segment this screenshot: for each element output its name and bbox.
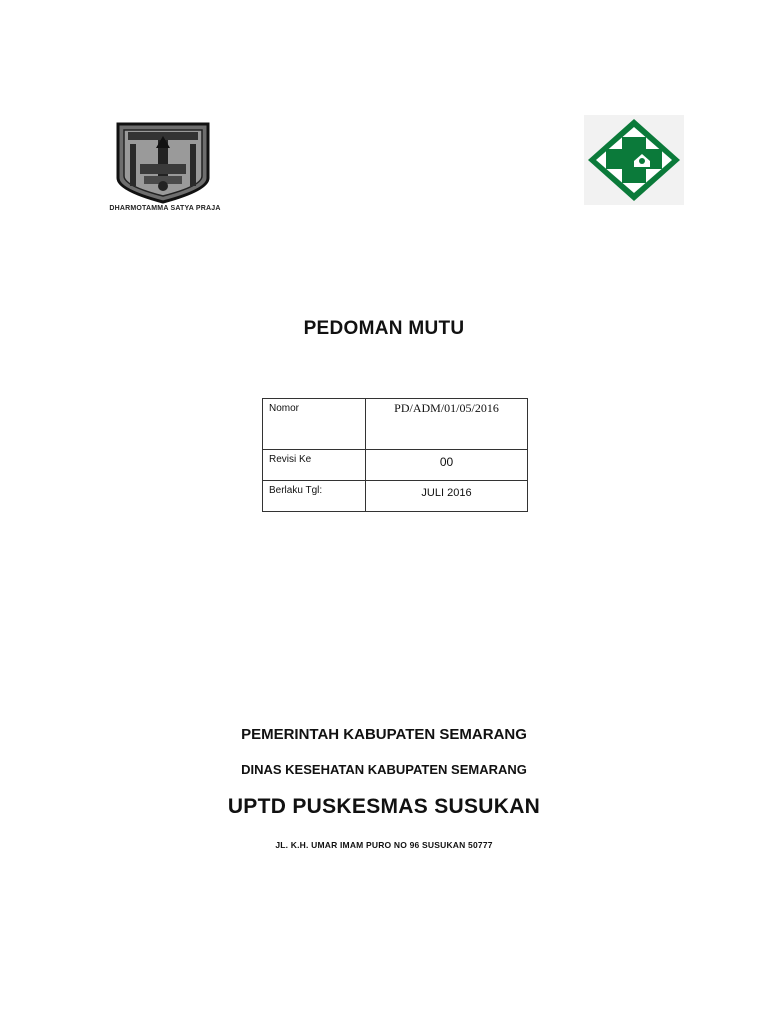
department-name: DINAS KESEHATAN KABUPATEN SEMARANG (241, 762, 527, 777)
emblem-motto: DHARMOTAMMA SATYA PRAJA (109, 205, 221, 212)
revisi-label: Revisi Ke (263, 450, 366, 481)
document-title: PEDOMAN MUTU (303, 318, 465, 339)
puskesmas-logo-shape (584, 115, 684, 205)
berlaku-value: JULI 2016 (421, 487, 472, 499)
organization-address: JL. K.H. UMAR IMAM PURO NO 96 SUSUKAN 50777 (275, 840, 493, 850)
nomor-label: Nomor (263, 399, 366, 450)
table-row-nomor (263, 399, 528, 450)
government-name: PEMERINTAH KABUPATEN SEMARANG (241, 726, 527, 743)
nomor-value: PD/ADM/01/05/2016 (394, 401, 499, 415)
berlaku-label: Berlaku Tgl: (263, 481, 366, 512)
table-row-revisi (263, 450, 528, 481)
regency-emblem-icon (100, 120, 230, 220)
puskesmas-cross-icon (584, 115, 684, 205)
regency-emblem-shape (100, 120, 230, 205)
table-row-berlaku (263, 481, 528, 512)
document-info-table (262, 398, 528, 512)
organization-name: UPTD PUSKESMAS SUSUKAN (227, 795, 541, 818)
revisi-value: 00 (439, 455, 454, 469)
